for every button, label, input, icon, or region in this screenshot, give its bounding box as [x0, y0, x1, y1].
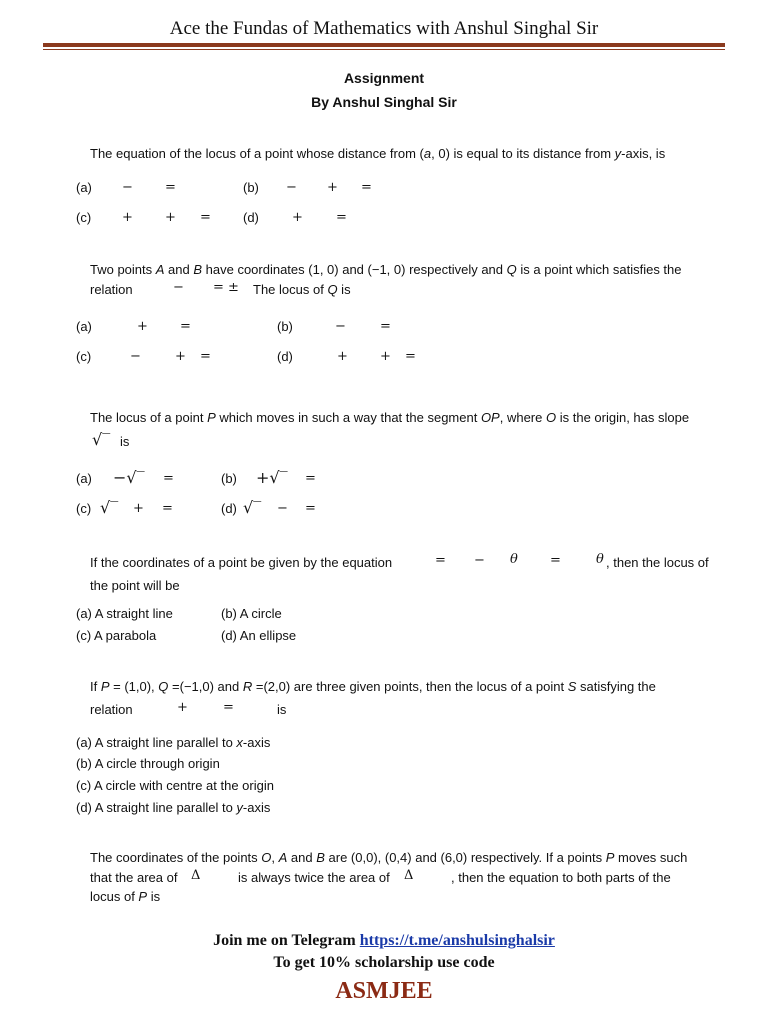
scholarship-text: To get 10% scholarship use code	[273, 954, 495, 971]
math-symbol: −	[335, 319, 346, 334]
option-label: (d)	[277, 349, 293, 364]
theta-symbol: θ	[596, 552, 604, 567]
option-d: (d) A straight line parallel to y-axis	[76, 800, 271, 815]
math-symbol: −	[286, 180, 297, 195]
math-symbol: =	[305, 471, 316, 486]
sqrt-symbol: √‾	[92, 430, 111, 449]
math-symbol: +	[327, 180, 338, 195]
option-label: (b)	[243, 180, 259, 195]
telegram-link[interactable]: https://t.me/anshulsinghalsir	[359, 932, 555, 949]
math-symbol: −√‾	[113, 468, 145, 487]
math-symbol: +	[137, 319, 148, 334]
question-4-text-2: the point will be	[90, 578, 180, 593]
header-divider-thin	[43, 49, 725, 50]
math-symbol: −	[173, 280, 184, 295]
question-4-text: If the coordinates of a point be given by the equation	[90, 555, 393, 570]
math-symbol: +	[165, 210, 176, 225]
header-divider	[43, 43, 725, 47]
math-symbol: =	[165, 180, 176, 195]
math-symbol: =	[380, 319, 391, 334]
option-label: (d)	[243, 210, 259, 225]
math-symbol: =	[336, 210, 347, 225]
option-c: (c) A circle with centre at the origin	[76, 778, 274, 793]
option-b: (b) A circle	[221, 606, 282, 621]
option-a: (a) A straight line parallel to x-axis	[76, 735, 271, 750]
math-symbol: +√‾	[256, 468, 288, 487]
option-label: (a)	[76, 471, 92, 486]
math-symbol: −	[277, 501, 288, 516]
math-symbol: −	[130, 349, 141, 364]
math-symbol: =	[305, 501, 316, 516]
option-label: (a)	[76, 180, 92, 195]
math-symbol: =	[163, 471, 174, 486]
math-symbol: =	[162, 501, 173, 516]
math-symbol: =	[223, 700, 234, 715]
option-c: (c) A parabola	[76, 628, 157, 643]
question-6-text: The coordinates of the points O, A and B are (0,0), (0,4) and (6,0) respectively. If a points P moves such	[90, 850, 688, 865]
math-symbol: +	[380, 349, 391, 364]
math-symbol: √‾	[100, 498, 119, 517]
math-symbol: −	[474, 553, 485, 568]
math-symbol: +	[122, 210, 133, 225]
option-label: (b)	[277, 319, 293, 334]
math-symbol: +	[175, 349, 186, 364]
math-symbol: +	[292, 210, 303, 225]
option-label: (a)	[76, 319, 92, 334]
math-symbol: =	[550, 553, 561, 568]
option-b: (b) A circle through origin	[76, 756, 220, 771]
math-symbol: +	[133, 501, 144, 516]
option-label: (c)	[76, 210, 92, 225]
question-5-text: If P = (1,0), Q =(−1,0) and R =(2,0) are three given points, then the locus of a point S satisfying the	[90, 679, 656, 694]
option-a: (a) A straight line	[76, 606, 173, 621]
question-6-text-3: locus of P is	[90, 889, 161, 904]
assignment-title: Assignment	[343, 70, 425, 86]
question-3-text: The locus of a point P which moves in such a way that the segment OP, where O is the origin, has slope	[90, 410, 690, 425]
math-symbol: =	[405, 349, 416, 364]
math-symbol: =	[200, 349, 211, 364]
option-d: (d) An ellipse	[221, 628, 297, 643]
math-symbol: +	[177, 700, 188, 715]
question-2-text: Two points A and B have coordinates (1, 0) and (−1, 0) respectively and Q is a point which satisfies the	[90, 262, 682, 277]
option-label: (c)	[76, 349, 92, 364]
theta-symbol: θ	[510, 552, 518, 567]
delta-symbol: Δ	[191, 868, 201, 883]
question-1-text: The equation of the locus of a point whose distance from (a, 0) is equal to its distance from y-axis, is	[90, 146, 666, 161]
option-label: (c)	[76, 501, 92, 516]
math-symbol: √‾	[243, 498, 262, 517]
option-label: (d)	[221, 501, 237, 516]
page-header: Ace the Fundas of Mathematics with Anshul Singhal Sir	[169, 18, 599, 39]
math-symbol: = ±	[213, 280, 239, 295]
telegram-line: Join me on Telegram https://t.me/anshulsinghalsir	[213, 932, 555, 949]
math-symbol: =	[180, 319, 191, 334]
scholarship-code: ASMJEE	[335, 978, 433, 1004]
math-symbol: =	[200, 210, 211, 225]
math-symbol: =	[435, 553, 446, 568]
math-symbol: +	[337, 349, 348, 364]
delta-symbol: Δ	[404, 868, 414, 883]
assignment-author: By Anshul Singhal Sir	[311, 94, 457, 110]
math-symbol: =	[361, 180, 372, 195]
option-label: (b)	[221, 471, 237, 486]
math-symbol: −	[122, 180, 133, 195]
